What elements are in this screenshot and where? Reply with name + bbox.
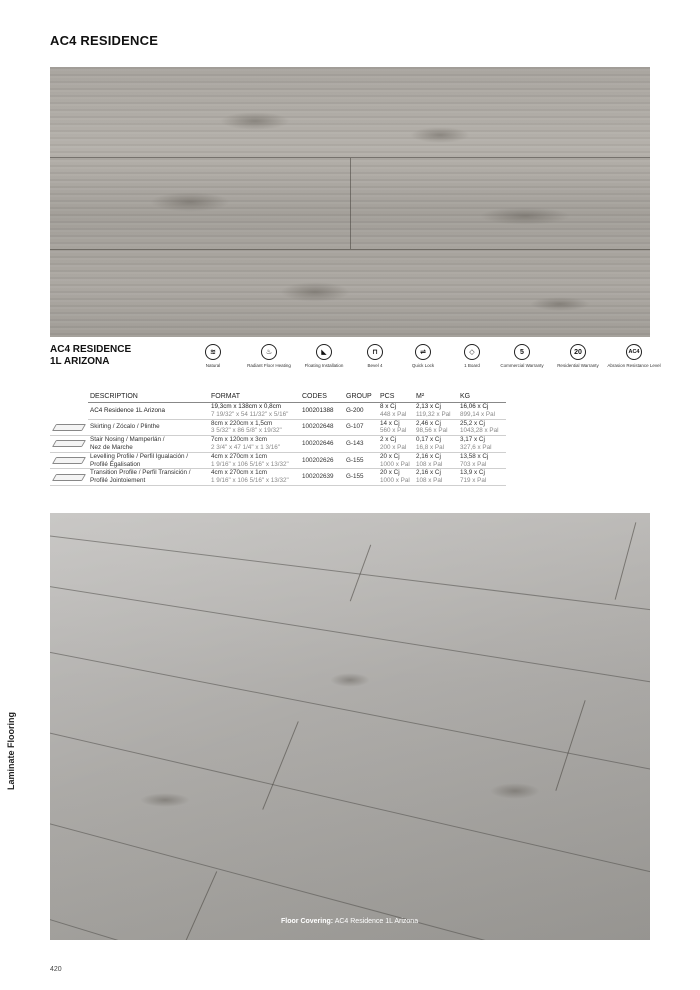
spec-table	[50, 391, 506, 486]
profile-thumbnail	[50, 452, 88, 469]
caption-label: Floor Covering:	[281, 918, 334, 925]
section-side-label: Laminate Flooring	[6, 711, 16, 790]
feature-label: Abrasion Resistance Level	[607, 363, 661, 368]
caption-value: AC4 Residence 1L Arizona	[334, 918, 419, 925]
commercial-warranty-icon: 5	[514, 344, 530, 360]
profile-thumbnail	[50, 419, 88, 436]
quick-lock-icon: ⇌	[415, 344, 431, 360]
page-number: 420	[50, 966, 62, 973]
table-row	[50, 452, 506, 469]
row-description: Transition Profile / Perfil Transición / Profilé Jointoiement	[88, 469, 209, 486]
row-code: 100202626	[300, 452, 344, 469]
feature-commercial-warranty	[492, 344, 552, 368]
row-description: Skirting / Zócalo / Plinthe	[88, 419, 209, 436]
floor-photo	[50, 513, 650, 940]
row-format: 8cm x 220cm x 1,5cm 3 5/32" x 86 5/8" x 19/32"	[209, 419, 300, 436]
row-group: G-155	[344, 469, 378, 486]
feature-label: Radiant Floor Heating	[247, 363, 291, 368]
row-format: 7cm x 120cm x 3cm 2 3/4" x 47 1/4" x 1 3/16"	[209, 436, 300, 453]
feature-label: 1 Board	[464, 363, 480, 368]
row-format: 4cm x 270cm x 1cm 1 9/16" x 106 5/16" x 13/32"	[209, 452, 300, 469]
floating-installation-icon: ◣	[316, 344, 332, 360]
profile-thumbnail	[50, 469, 88, 486]
col-kg: KG	[458, 391, 506, 403]
col-description: DESCRIPTION	[88, 391, 209, 403]
feature-label: Quick Lock	[411, 363, 435, 368]
row-code: 100202648	[300, 419, 344, 436]
bevel-icon: ⊓	[367, 344, 383, 360]
radiant-heating-icon: ♨	[261, 344, 277, 360]
row-description: Stair Nosing / Mamperlán / Nez de Marche	[88, 436, 209, 453]
row-format: 19,3cm x 138cm x 0,8cm 7 19/32" x 54 11/32" x 5/16"	[209, 403, 300, 420]
product-name-line1: AC4 RESIDENCE	[50, 344, 132, 355]
feature-abrasion-level	[604, 344, 664, 368]
one-board-icon: ◇	[464, 344, 480, 360]
row-m2: 2,16 x Cj 108 x Pal	[414, 452, 458, 469]
row-kg: 13,9 x Cj 719 x Pal	[458, 469, 506, 486]
row-kg: 25,2 x Cj 1043,28 x Pal	[458, 419, 506, 436]
row-pcs: 8 x Cj 448 x Pal	[378, 403, 414, 420]
row-m2: 0,17 x Cj 16,8 x Pal	[414, 436, 458, 453]
product-name	[50, 344, 131, 368]
feature-label: Commercial Warranty	[500, 363, 544, 368]
row-code: 100201388	[300, 403, 344, 420]
row-m2: 2,13 x Cj 119,32 x Pal	[414, 403, 458, 420]
feature-radiant-heating	[239, 344, 299, 368]
table-row	[50, 403, 506, 420]
row-description: AC4 Residence 1L Arizona	[88, 403, 209, 420]
residential-warranty-icon: 20	[570, 344, 586, 360]
feature-label: Floating Installation	[304, 363, 344, 368]
feature-label: Natural	[205, 363, 221, 368]
row-code: 100202646	[300, 436, 344, 453]
row-description: Levelling Profile / Perfil Igualación / Profilé Égalisation	[88, 452, 209, 469]
spec-table-header	[50, 391, 506, 403]
natural-icon: ≋	[205, 344, 221, 360]
col-pcs: PCS	[378, 391, 414, 403]
feature-icons	[190, 344, 660, 386]
table-row	[50, 419, 506, 436]
abrasion-level-icon: AC4	[626, 344, 642, 360]
product-name-line2: 1L ARIZONA	[50, 356, 110, 367]
row-group: G-200	[344, 403, 378, 420]
product-photo-planks	[50, 67, 650, 337]
table-row	[50, 436, 506, 453]
row-group: G-143	[344, 436, 378, 453]
col-group: GROUP	[344, 391, 378, 403]
feature-residential-warranty	[548, 344, 608, 368]
col-codes: CODES	[300, 391, 344, 403]
row-pcs: 20 x Cj 1000 x Pal	[378, 452, 414, 469]
row-pcs: 14 x Cj 560 x Pal	[378, 419, 414, 436]
row-group: G-155	[344, 452, 378, 469]
profile-thumbnail	[50, 436, 88, 453]
table-row	[50, 469, 506, 486]
col-format: FORMAT	[209, 391, 300, 403]
row-pcs: 20 x Cj 1000 x Pal	[378, 469, 414, 486]
thumb-header	[50, 391, 88, 403]
feature-natural	[183, 344, 243, 368]
feature-label: Bevel 4	[367, 363, 383, 368]
photo-caption	[281, 918, 418, 925]
row-format: 4cm x 270cm x 1cm 1 9/16" x 106 5/16" x 13/32"	[209, 469, 300, 486]
row-kg: 13,58 x Cj 703 x Pal	[458, 452, 506, 469]
row-m2: 2,46 x Cj 98,56 x Pal	[414, 419, 458, 436]
feature-label: Residential Warranty	[557, 363, 599, 368]
col-m2: M²	[414, 391, 458, 403]
row-code: 100202639	[300, 469, 344, 486]
row-m2: 2,16 x Cj 108 x Pal	[414, 469, 458, 486]
row-kg: 3,17 x Cj 327,6 x Pal	[458, 436, 506, 453]
row-kg: 16,06 x Cj 899,14 x Pal	[458, 403, 506, 420]
row-pcs: 2 x Cj 200 x Pal	[378, 436, 414, 453]
row-group: G-107	[344, 419, 378, 436]
page-title: AC4 RESIDENCE	[50, 33, 159, 48]
